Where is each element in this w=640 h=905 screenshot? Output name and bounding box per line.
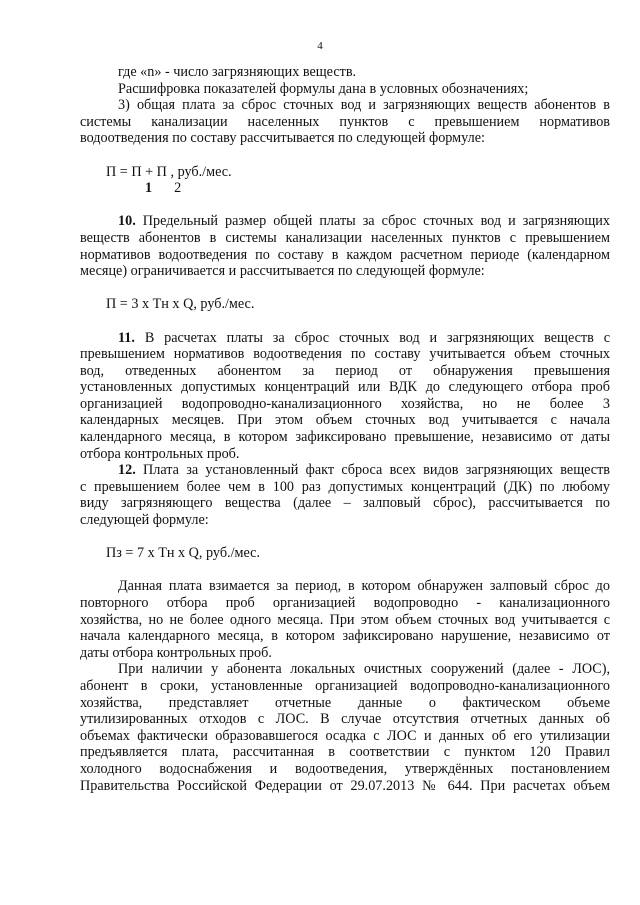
text-line: с превышением более чем в 100 раз допустимых концентраций (ДК) по любому — [80, 478, 610, 495]
clause-12-number: 12. — [118, 462, 136, 479]
page-number: 4 — [317, 40, 323, 52]
text-line: Расшифровка показателей формулы дана в условных обозначениях; — [118, 80, 529, 97]
clause-10-line — [80, 213, 610, 230]
text-line: организацией водопроводно-канализационного хозяйства, но не более 3 — [80, 395, 610, 412]
clause-12-text: Плата за установленный факт сброса всех видов загрязняющих веществ — [135, 462, 610, 479]
formula-subscript-2: 2 — [174, 180, 182, 197]
text-line: следующей формуле: — [80, 512, 209, 529]
text-line: календарных месяцев. При этом объем сточных вод учитывается с начала — [80, 412, 610, 429]
text-line: Данная плата взимается за период, в котором обнаружен залповый сброс до — [118, 578, 610, 595]
formula-subscript-1: 1 — [145, 180, 153, 197]
text-line: превышением нормативов водоотведения по составу учитывается объем сточных — [80, 346, 610, 363]
text-line: 3) общая плата за сброс сточных вод и загрязняющих веществ абонентов в — [118, 97, 610, 114]
text-line: виду загрязняющего вещества (далее – залповый сброс), рассчитывается по — [80, 495, 610, 512]
formula-limit: П = 3 х Тн х Q, руб./мес. — [106, 296, 255, 313]
text-line: установленных допустимых концентраций или ВДК до следующего отбора проб — [80, 379, 610, 396]
text-line: холодного водоснабжения и водоотведения, утверждённых постановлением — [80, 760, 610, 777]
clause-11-number: 11. — [118, 329, 135, 346]
formula-salvo-discharge: Пз = 7 х Тн х Q, руб./мес. — [106, 545, 261, 562]
text-line: предъявляется плата, рассчитанная в соответствии с пунктом 120 Правил — [80, 744, 610, 761]
text-line: календарного месяца, в котором зафиксировано превышение, независимо от даты — [80, 429, 610, 446]
text-line: нормативов водоотведения по составу в каждом расчетном периоде (календарном — [80, 246, 610, 263]
text-line: объемах фактически образовавшегося осадка с ЛОС и данных об его утилизации — [80, 727, 610, 744]
text-line: абонент в сроки, установленные организацией водопроводно-канализационного — [80, 677, 610, 694]
clause-10-number: 10. — [118, 213, 136, 230]
clause-11-text: В расчетах платы за сброс сточных вод и загрязняющих веществ с — [134, 329, 610, 346]
text-line: даты отбора контрольных проб. — [80, 644, 272, 661]
formula-total-charge: П = П + П , руб./мес. — [106, 163, 232, 180]
text-line: Правительства Российской Федерации от 29.07.2013 № 644. При расчетах объем — [80, 777, 610, 794]
text-line: утилизированных отходов с ЛОС. В случае отсутствия отчетных данных об — [80, 711, 610, 728]
clause-12-line — [80, 462, 610, 479]
text-line: системы канализации населенных пунктов с превышением нормативов — [80, 113, 610, 130]
text-line: веществ абонентов в системы канализации населенных пунктов с превышением — [80, 229, 610, 246]
text-line: хозяйства, представляет отчетные данные о фактическом объеме — [80, 694, 610, 711]
text-line: водоотведения по составу рассчитывается по следующей формуле: — [80, 130, 485, 147]
formula-subscripts — [80, 180, 610, 197]
text-line: начала календарного месяца, в котором зафиксировано нарушение, независимо от — [80, 628, 610, 645]
text-line: отбора контрольных проб. — [80, 445, 240, 462]
text-line: где «n» - число загрязняющих веществ. — [118, 64, 357, 80]
text-line: месяце) ограничивается и рассчитывается по следующей формуле: — [80, 263, 485, 280]
clause-11-line — [80, 330, 610, 347]
clause-10-text: Предельный размер общей платы за сброс сточных вод и загрязняющих — [135, 213, 610, 230]
text-line: вод, отведенных абонентом за период от обнаружения превышения — [80, 362, 610, 379]
text-line: При наличии у абонента локальных очистных сооружений (далее - ЛОС), — [118, 661, 610, 678]
text-line: повторного отбора проб организацией водопроводно - канализационного — [80, 595, 610, 611]
document-body — [80, 64, 610, 794]
text-line: хозяйства, но не более одного месяца. При этом объем сточных вод учитывается с — [80, 611, 610, 628]
